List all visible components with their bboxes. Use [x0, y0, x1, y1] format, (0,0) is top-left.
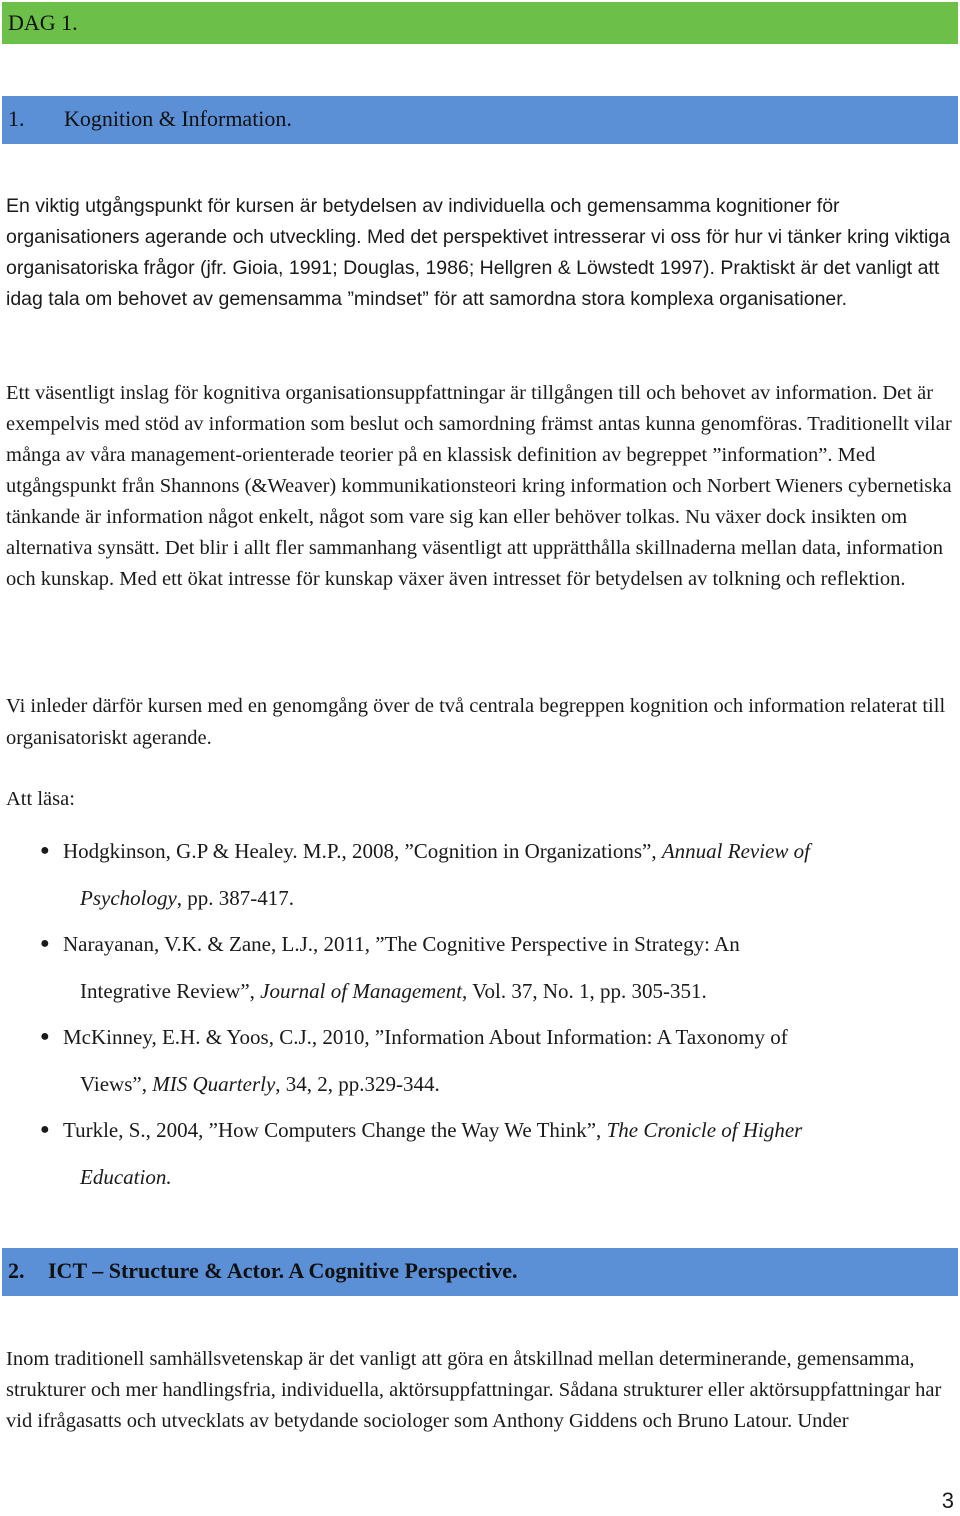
reference-text-cont: Views”, — [80, 1071, 153, 1096]
intro-paragraph-part1: En viktig utgångspunkt för kursen är betydelsen av individuella och gemensamma kognitioner för organisationers agerande och utveckling. Med det perspektivet intresserar vi oss för hur vi tänker kring viktiga organisatoriska frågor (jfr. Gioia, 1991; Douglas, 1986; Hellgren & Löwstedt 1997). — [6, 195, 951, 279]
reference-journal: Journal of Management — [260, 978, 462, 1003]
bullet-icon: ● — [40, 842, 50, 859]
reference-journal: Annual Review of — [661, 839, 810, 863]
section-2-heading-bar — [2, 1248, 958, 1296]
paragraph-course-intro: Vi inleder därför kursen med en genomgång över de två centrala begreppen kognition och information relaterat till organisatoriskt agerande. — [6, 695, 946, 749]
reference-item — [0, 921, 960, 1014]
reading-list — [0, 828, 960, 1200]
day-heading: DAG 1. — [8, 10, 78, 35]
section-2-number: 2. — [8, 1258, 25, 1283]
reference-pages: , Vol. 37, No. 1, pp. 305-351. — [461, 978, 707, 1003]
paragraph-information: Ett väsentligt inslag för kognitiva organisationsuppfattningar är tillgången till och behovet av information. Det är exempelvis med stöd av information som beslut och samordning främst antas kunna genomföras. Traditionellt vilar många av våra management-orienterade teorier på en klassisk definition av begreppet ”information”. Med utgångspunkt från Shannons (&Weaver) kommunikationsteori kring information och Norbert Wieners cybernetiska tänkande är information något enkelt, något som vare sig kan eller behöver tolkas. Nu växer dock insikten om alternativa synsätt. Det blir i allt fler sammanhang väsentligt att upprätthålla skillnaderna mellan data, information och kunskap. Med ett ökat intresse för kunskap växer även intresset för betydelsen av tolkning och reflektion. — [6, 382, 952, 590]
intro-paragraph — [6, 191, 954, 315]
day-heading-bar — [2, 2, 958, 44]
bullet-icon: ● — [40, 935, 50, 952]
reference-text: McKinney, E.H. & Yoos, C.J., 2010, ”Information About Information: A Taxonomy of — [63, 1025, 788, 1049]
paragraph-structure-actor: Inom traditionell samhällsvetenskap är det vanligt att göra en åtskillnad mellan determinerande, gemensamma, strukturer och mer handlingsfria, individuella, aktörsuppfattningar. Sådana strukturer eller aktörsuppfattningar har vid ifrågasatts och utvecklats av betydande sociologer som Anthony Giddens och Bruno Latour. Under — [6, 1348, 942, 1432]
reference-item — [0, 1107, 960, 1200]
reference-journal: The Cronicle of Higher — [606, 1118, 803, 1142]
section-1-number: 1. — [8, 106, 25, 131]
reference-journal: MIS Quarterly — [152, 1071, 276, 1096]
intro-paragraph-part2: Praktiskt är det vanligt att idag tala om behovet av gemensamma ”mindset” för att samordna stora komplexa organisationer. — [6, 257, 940, 310]
reference-item — [0, 828, 960, 921]
section-1-heading-bar — [2, 96, 958, 144]
reference-text: Narayanan, V.K. & Zane, L.J., 2011, ”The Cognitive Perspective in Strategy: An — [63, 932, 740, 956]
reference-item — [0, 1014, 960, 1107]
bullet-icon: ● — [40, 1028, 50, 1045]
section-2-title: ICT – Structure & Actor. A Cognitive Perspective. — [48, 1258, 518, 1283]
reference-pages: , pp. 387-417. — [176, 885, 295, 910]
reference-text: Hodgkinson, G.P & Healey. M.P., 2008, ”Cognition in Organizations”, — [63, 839, 662, 863]
reference-text-cont: Integrative Review”, — [80, 978, 261, 1003]
reference-journal-cont: Psychology — [80, 885, 177, 910]
page-number: 3 — [941, 1488, 954, 1513]
reference-journal-cont: Education. — [80, 1164, 172, 1189]
section-1-title: Kognition & Information. — [64, 106, 292, 131]
reading-label: Att läsa: — [6, 788, 75, 810]
reference-text: Turkle, S., 2004, ”How Computers Change the Way We Think”, — [63, 1118, 607, 1142]
bullet-icon: ● — [40, 1121, 50, 1138]
reference-pages: , 34, 2, pp.329-344. — [275, 1071, 440, 1096]
